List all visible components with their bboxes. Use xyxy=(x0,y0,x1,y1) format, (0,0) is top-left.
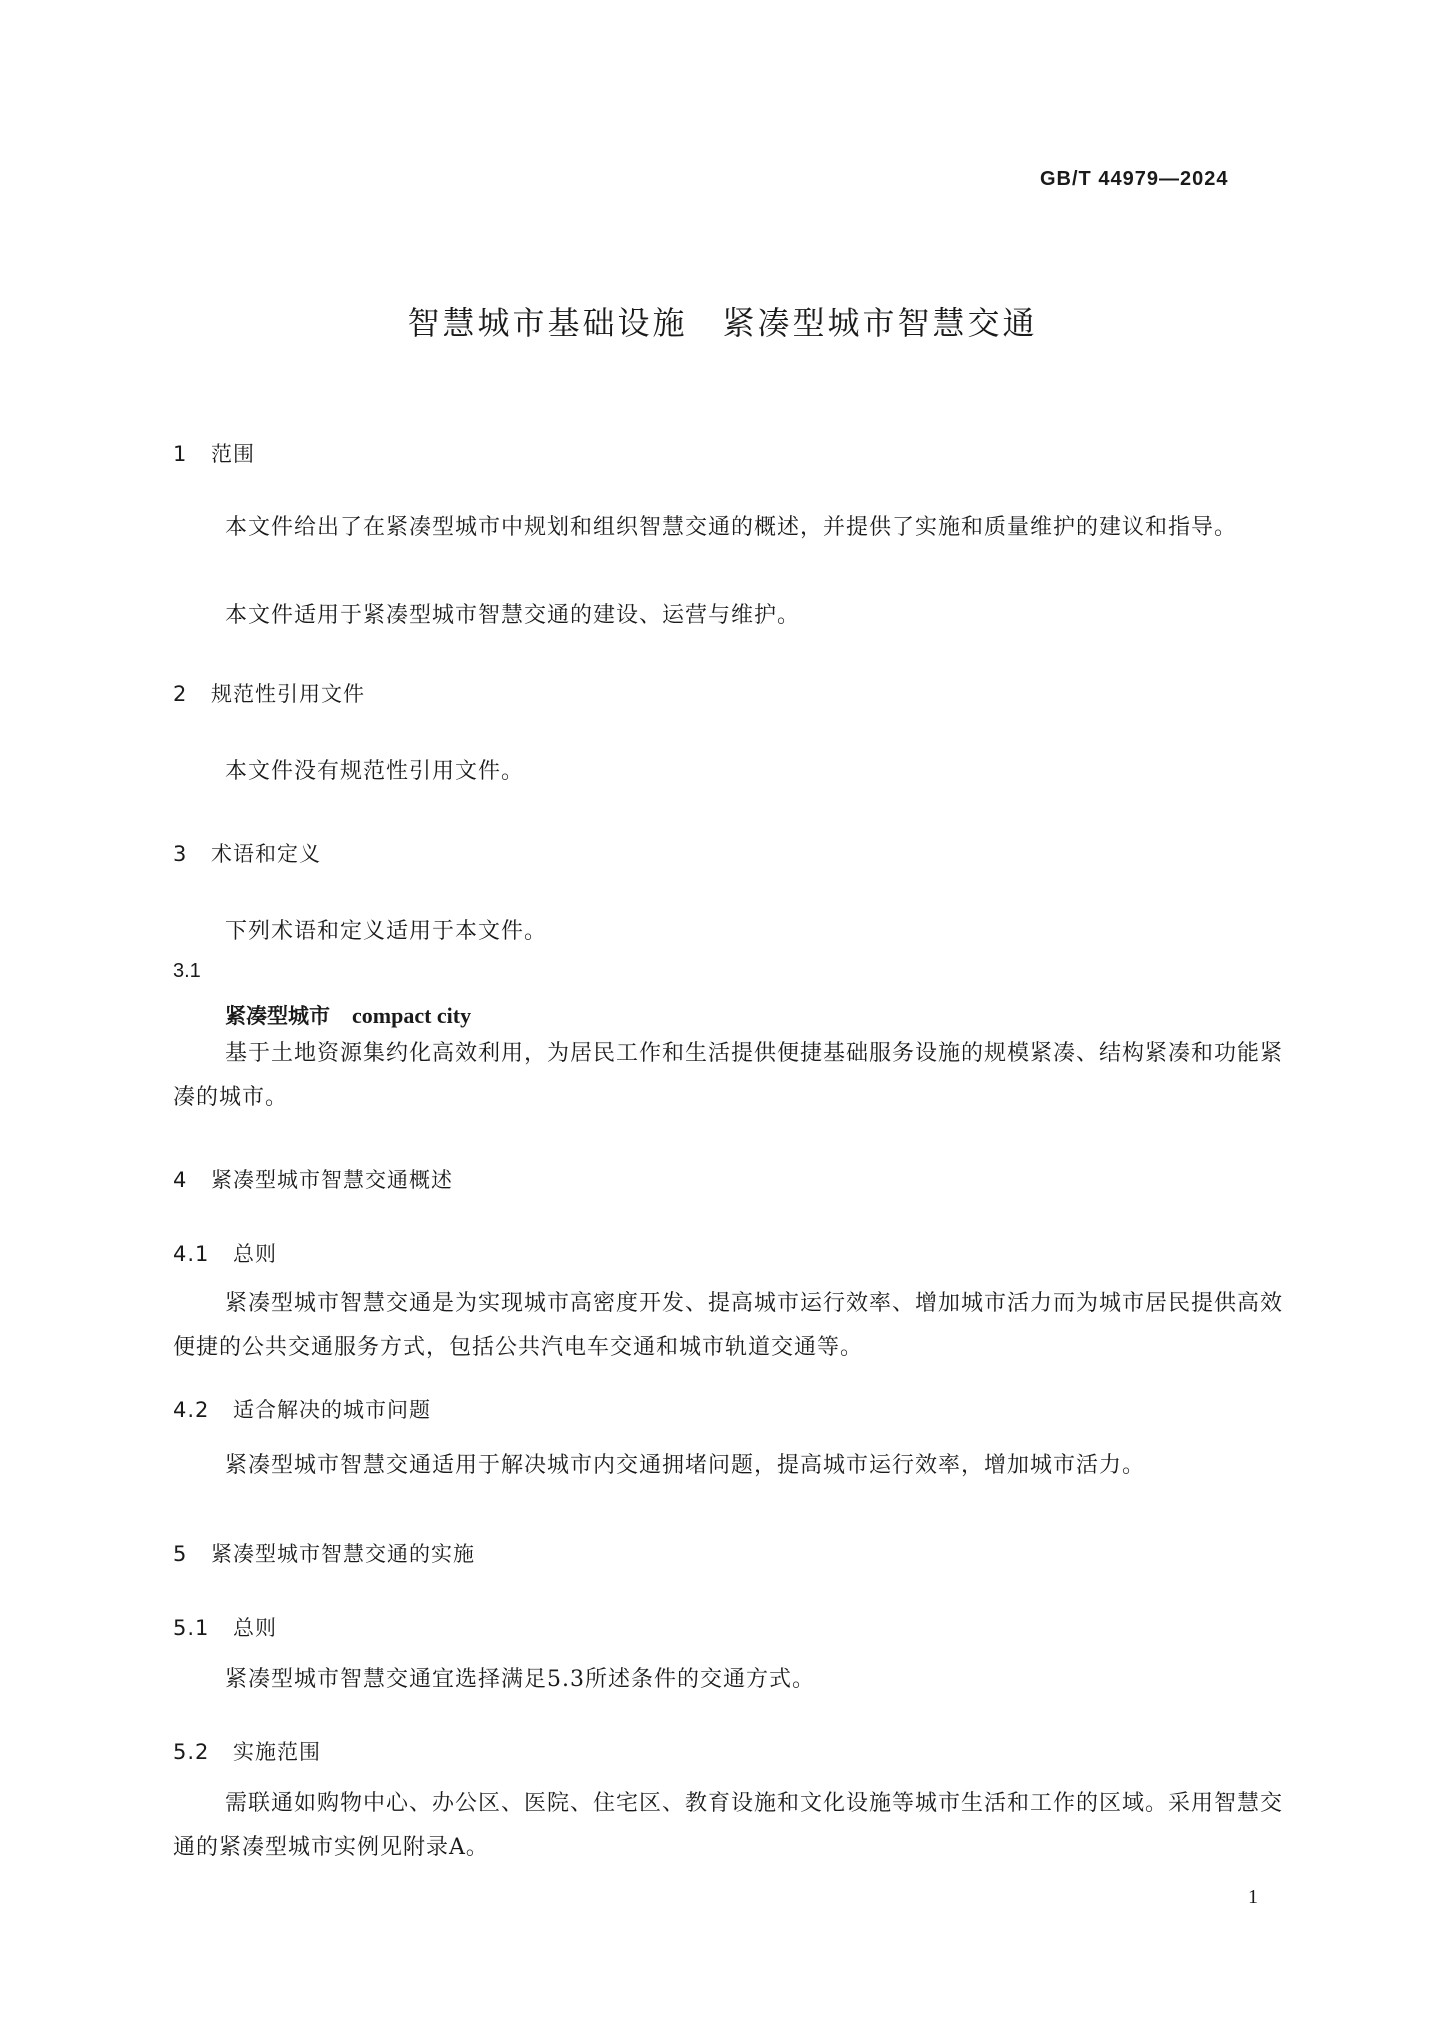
section-2-heading xyxy=(173,678,365,708)
paragraph: 本文件给出了在紧凑型城市中规划和组织智慧交通的概述，并提供了实施和质量维护的建议和指导。 xyxy=(225,515,1238,540)
subsection-title: 总则 xyxy=(233,1242,277,1266)
subsection-title: 实施范围 xyxy=(233,1740,321,1764)
term-english: compact city xyxy=(352,1003,472,1028)
page-number: 1 xyxy=(1248,1886,1258,1908)
term-chinese: 紧凑型城市 xyxy=(225,1004,330,1028)
paragraph: 紧凑型城市智慧交通适用于解决城市内交通拥堵问题，提高城市运行效率，增加城市活力。 xyxy=(225,1453,1146,1478)
paragraph: 需联通如购物中心、办公区、医院、住宅区、教育设施和文化设施等城市生活和工作的区域。采用智慧交通的紧凑型城市实例见附录A。 xyxy=(173,1791,1284,1860)
section-number: 1 xyxy=(173,442,188,466)
paragraph: 紧凑型城市智慧交通宜选择满足5.3所述条件的交通方式。 xyxy=(225,1667,815,1692)
standard-code: GB/T 44979—2024 xyxy=(1040,168,1229,190)
subsection-5-1-heading xyxy=(173,1612,277,1642)
section-title: 规范性引用文件 xyxy=(211,682,365,706)
section-title: 术语和定义 xyxy=(211,842,321,866)
section-title: 紧凑型城市智慧交通的实施 xyxy=(211,1542,475,1566)
section-number: 3 xyxy=(173,842,188,866)
section-1-heading xyxy=(173,438,255,468)
subsection-title: 总则 xyxy=(233,1616,277,1640)
subsection-4-1-heading xyxy=(173,1238,277,1268)
subsection-number: 4.1 xyxy=(173,1242,210,1266)
section-4-heading xyxy=(173,1164,453,1194)
section-number: 4 xyxy=(173,1168,188,1192)
subsection-number: 5.1 xyxy=(173,1616,210,1640)
section-3-heading xyxy=(173,838,321,868)
subsection-number: 5.2 xyxy=(173,1740,210,1764)
document-title: 智慧城市基础设施 紧凑型城市智慧交通 xyxy=(407,304,1038,342)
subsection-title: 适合解决的城市问题 xyxy=(233,1398,431,1422)
subsection-4-2-heading xyxy=(173,1394,431,1424)
paragraph: 紧凑型城市智慧交通是为实现城市高密度开发、提高城市运行效率、增加城市活力而为城市居民提供高效便捷的公共交通服务方式，包括公共汽电车交通和城市轨道交通等。 xyxy=(173,1291,1284,1360)
section-5-heading xyxy=(173,1538,475,1568)
section-title: 范围 xyxy=(211,442,255,466)
term-number: 3.1 xyxy=(173,960,201,982)
subsection-number: 4.2 xyxy=(173,1398,210,1422)
subsection-5-2-heading xyxy=(173,1736,321,1766)
section-number: 5 xyxy=(173,1542,188,1566)
term-definition: 基于土地资源集约化高效利用，为居民工作和生活提供便捷基础服务设施的规模紧凑、结构紧凑和功能紧凑的城市。 xyxy=(173,1041,1284,1110)
paragraph: 下列术语和定义适用于本文件。 xyxy=(225,919,548,944)
paragraph: 本文件适用于紧凑型城市智慧交通的建设、运营与维护。 xyxy=(225,603,801,628)
section-title: 紧凑型城市智慧交通概述 xyxy=(211,1168,453,1192)
term-entry xyxy=(225,1000,471,1030)
section-number: 2 xyxy=(173,682,188,706)
paragraph: 本文件没有规范性引用文件。 xyxy=(225,759,525,784)
